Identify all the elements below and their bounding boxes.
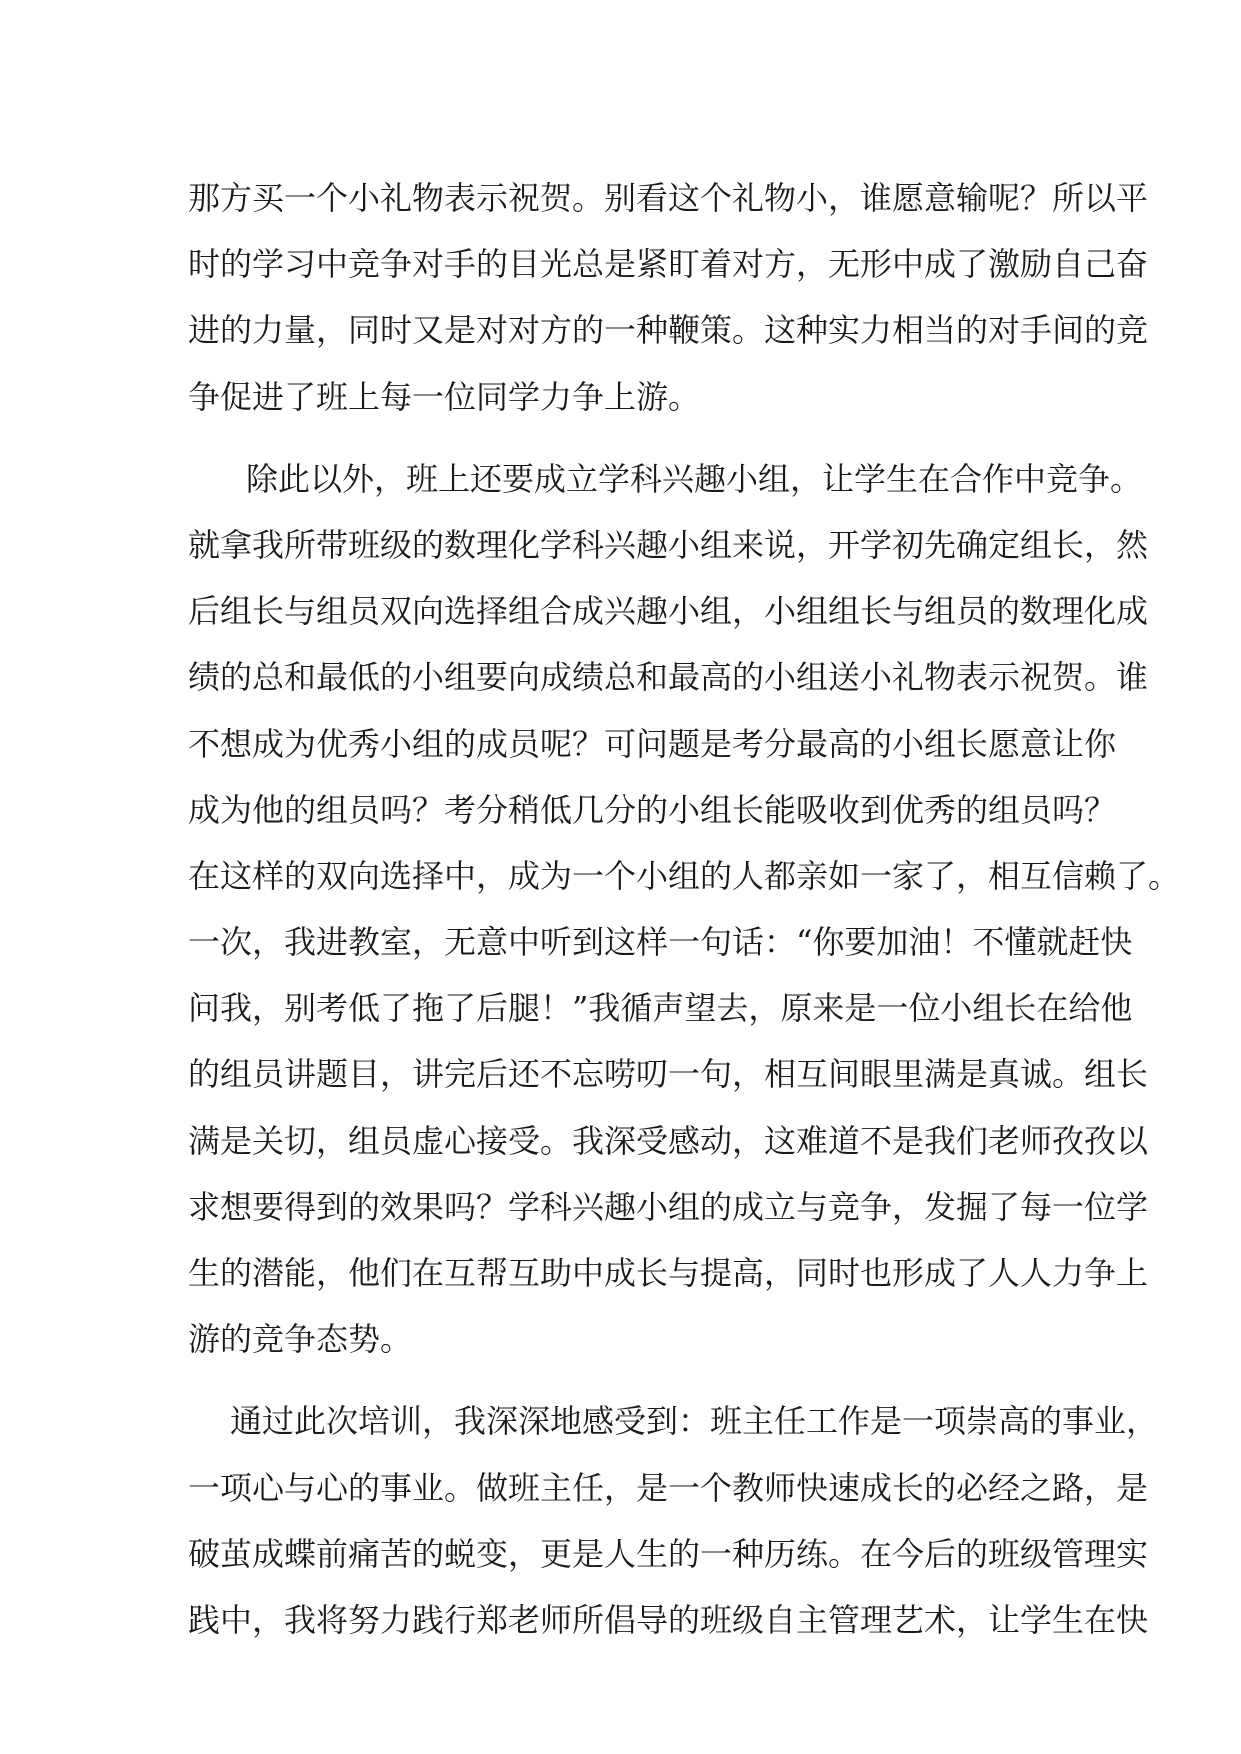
text-line: 求想要得到的效果吗？学科兴趣小组的成立与竞争，发掘了每一位学 <box>188 1187 1149 1226</box>
text-line: 那方买一个小礼物表示祝贺。别看这个礼物小，谁愿意输呢？所以平 <box>188 179 1149 217</box>
text-line: 游的竞争态势。 <box>188 1320 413 1359</box>
text-line: 践中，我将努力践行郑老师所倡导的班级自主管理艺术，让学生在快 <box>188 1600 1149 1639</box>
text-line: 就拿我所带班级的数理化学科兴趣小组来说，开学初先确定组长，然 <box>188 525 1149 564</box>
text-line: 满是关切，组员虚心接受。我深受感动，这难道不是我们老师孜孜以 <box>188 1121 1149 1160</box>
paragraph <box>188 446 1181 1373</box>
text-line: 在这样的双向选择中，成为一个小组的人都亲如一家了，相互信赖了。 <box>188 856 1181 895</box>
text-line: 时的学习中竞争对手的目光总是紧盯着对方，无形中成了激励自己奋 <box>188 245 1149 284</box>
body-text <box>188 165 1181 1653</box>
text-line: 绩的总和最低的小组要向成绩总和最高的小组送小礼物表示祝贺。谁 <box>188 658 1149 697</box>
paragraph-gap <box>188 1372 1058 1388</box>
text-line: 的组员讲题目，讲完后还不忘唠叨一句，相互间眼里满是真诚。组长 <box>188 1055 1149 1094</box>
text-line: 生的潜能，他们在互帮互助中成长与提高，同时也形成了人人力争上 <box>188 1254 1149 1292</box>
text-line: 争促进了班上每一位同学力争上游。 <box>188 377 701 416</box>
text-line: 一次，我进教室，无意中听到这样一句话：“你要加油！不懂就赶快 <box>188 923 1133 962</box>
paragraph <box>188 1388 1159 1653</box>
paragraph <box>188 165 1149 430</box>
paragraph-gap <box>188 430 1058 446</box>
text-line: 成为他的组员吗？考分稍低几分的小组长能吸收到优秀的组员吗？ <box>188 790 1117 829</box>
text-line: 一项心与心的事业。做班主任，是一个教师快速成长的必经之路，是 <box>188 1468 1149 1507</box>
text-line: 进的力量，同时又是对对方的一种鞭策。这种实力相当的对手间的竞 <box>188 311 1149 350</box>
text-line: 除此以外，班上还要成立学科兴趣小组，让学生在合作中竞争。 <box>246 459 1143 498</box>
text-line: 后组长与组员双向选择组合成兴趣小组，小组组长与组员的数理化成 <box>188 592 1149 631</box>
text-line: 不想成为优秀小组的成员呢？可问题是考分最高的小组长愿意让你 <box>188 724 1117 763</box>
text-line: 问我，别考低了拖了后腿！”我循声望去，原来是一位小组长在给他 <box>188 989 1133 1028</box>
text-line: 通过此次培训，我深深地感受到：班主任工作是一项崇高的事业， <box>230 1402 1159 1441</box>
text-line: 破茧成蝶前痛苦的蜕变，更是人生的一种历练。在今后的班级管理实 <box>188 1534 1149 1573</box>
